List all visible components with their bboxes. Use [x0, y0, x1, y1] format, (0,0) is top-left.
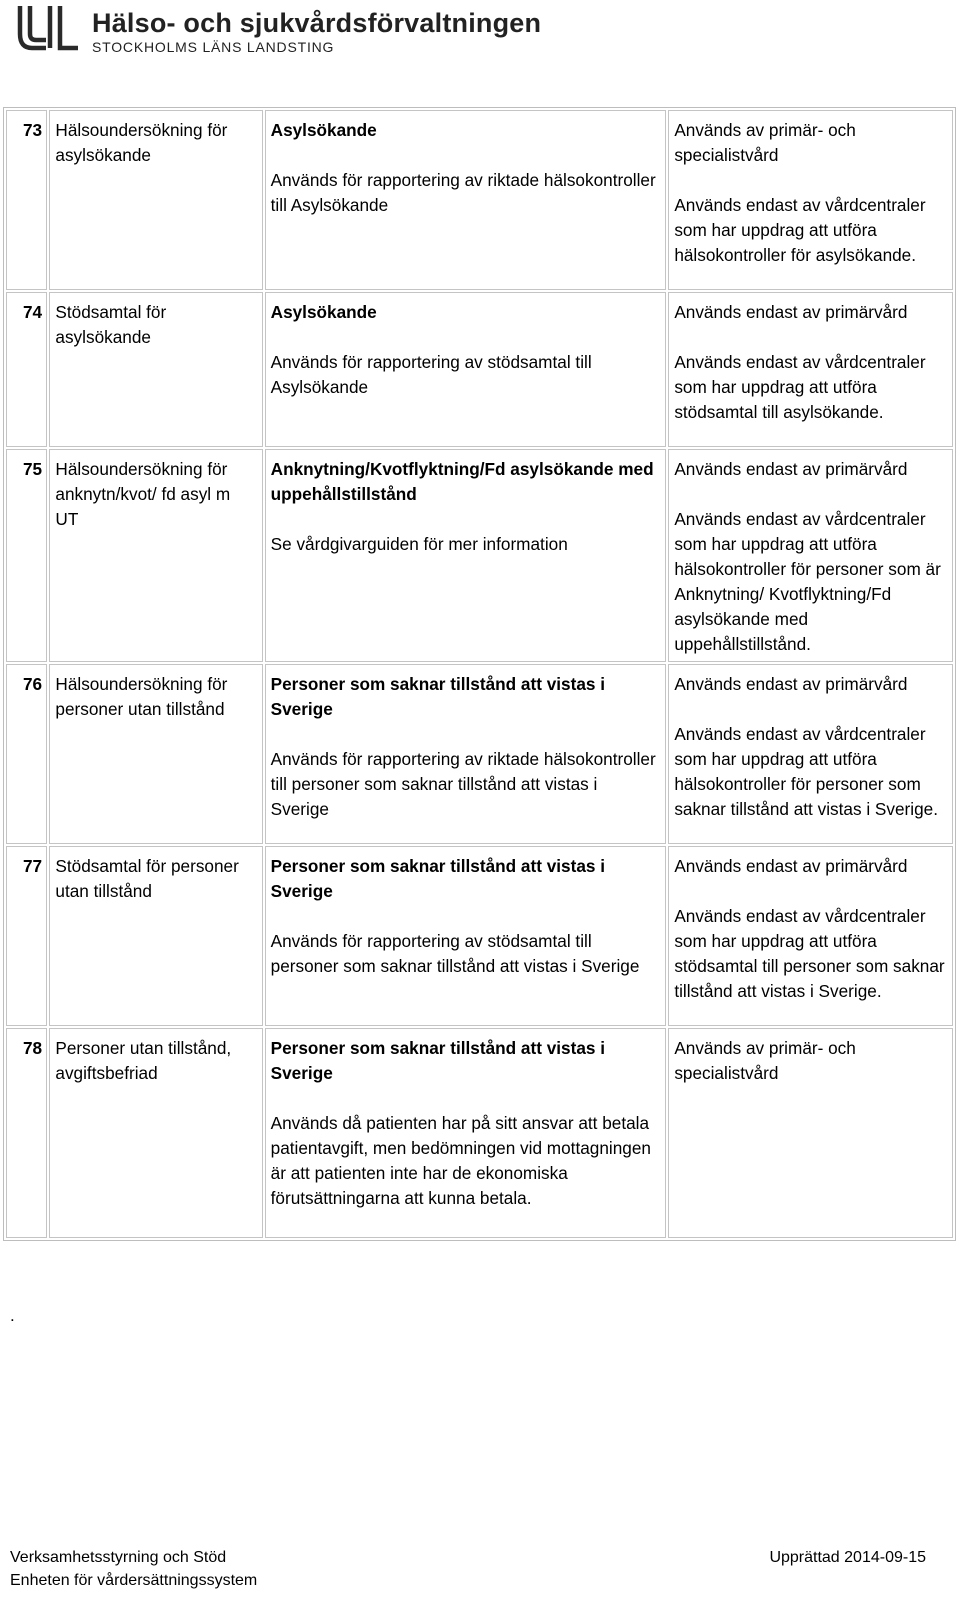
footer-unit-line: Enheten för vårdersättningssystem: [10, 1572, 258, 1589]
trailing-period: .: [10, 1306, 15, 1325]
usage-scope: Används endast av primärvård: [674, 302, 908, 322]
usage-scope: Används endast av primärvård: [674, 674, 908, 694]
description-text: Används för rapportering av riktade hälsokontroller till Asylsökande: [270, 170, 656, 215]
usage-scope: Används endast av primärvård: [674, 856, 908, 876]
usage-scope: Används endast av primärvård: [674, 459, 908, 479]
row-usage: [668, 1028, 953, 1238]
row-usage: [668, 664, 953, 844]
usage-note: Används endast av vårdcentraler som har uppdrag att utföra hälsokontroller för personer som saknar tillstånd att vistas i Sverige.: [674, 724, 938, 819]
description-text: Används för rapportering av riktade hälsokontroller till personer som saknar tillstånd att vistas i Sverige: [270, 749, 656, 819]
row-usage: [668, 449, 953, 662]
table-row: [6, 449, 953, 662]
row-code: 78: [6, 1028, 47, 1238]
row-description: [265, 449, 667, 662]
description-title: Asylsökande: [270, 120, 377, 140]
description-title: Personer som saknar tillstånd att vistas i Sverige: [270, 674, 605, 719]
row-name: Personer utan tillstånd, avgiftsbefriad: [49, 1028, 262, 1238]
usage-note: Används endast av vårdcentraler som har uppdrag att utföra hälsokontroller för asylsökande.: [674, 195, 926, 265]
description-title: Personer som saknar tillstånd att vistas i Sverige: [270, 856, 605, 901]
description-text: Se vårdgivarguiden för mer information: [270, 534, 568, 554]
row-name: Hälsoundersökning för personer utan tillstånd: [49, 664, 262, 844]
description-text: Används för rapportering av stödsamtal till Asylsökande: [270, 352, 592, 397]
usage-note: Används endast av vårdcentraler som har uppdrag att utföra stödsamtal till asylsökande.: [674, 352, 926, 422]
row-code: 74: [6, 292, 47, 447]
row-description: [265, 292, 667, 447]
row-name: Hälsoundersökning för asylsökande: [49, 110, 262, 290]
organization-subtitle: STOCKHOLMS LÄNS LANDSTING: [92, 39, 335, 55]
table-row: [6, 110, 953, 290]
row-description: [265, 846, 667, 1026]
organization-name: Hälso- och sjukvårdsförvaltningen: [92, 8, 542, 38]
sll-logo-icon: [12, 4, 80, 56]
row-description: [265, 664, 667, 844]
row-name: Stödsamtal för asylsökande: [49, 292, 262, 447]
usage-scope: Används av primär- och specialistvård: [674, 1038, 856, 1083]
row-name: Hälsoundersökning för anknytn/kvot/ fd asyl m UT: [49, 449, 262, 662]
table-row: [6, 292, 953, 447]
row-usage: [668, 292, 953, 447]
description-title: Asylsökande: [270, 302, 377, 322]
row-code: 76: [6, 664, 47, 844]
row-usage: [668, 846, 953, 1026]
usage-scope: Används av primär- och specialistvård: [674, 120, 856, 165]
row-code: 77: [6, 846, 47, 1026]
description-title: Personer som saknar tillstånd att vistas i Sverige: [270, 1038, 605, 1083]
row-code: 73: [6, 110, 47, 290]
row-description: [265, 110, 667, 290]
organization-logo: [12, 4, 541, 56]
table-row: [6, 846, 953, 1026]
description-text: Används då patienten har på sitt ansvar att betala patientavgift, men bedömningen vid mottagningen är att patienten inte har de ekonomiska förutsättningarna att kunna betala.: [270, 1113, 651, 1208]
row-usage: [668, 110, 953, 290]
row-description: [265, 1028, 667, 1238]
usage-note: Används endast av vårdcentraler som har uppdrag att utföra stödsamtal till personer som saknar tillstånd att vistas i Sverige.: [674, 906, 945, 1001]
footer-department: [10, 1546, 257, 1592]
row-name: Stödsamtal för personer utan tillstånd: [49, 846, 262, 1026]
code-table: [3, 107, 956, 1241]
description-title: Anknytning/Kvotflyktning/Fd asylsökande med uppehållstillstånd: [270, 459, 654, 504]
table-row: [6, 664, 953, 844]
footer-date: Upprättad 2014-09-15: [769, 1549, 926, 1566]
row-code: 75: [6, 449, 47, 662]
description-text: Används för rapportering av stödsamtal till personer som saknar tillstånd att vistas i Sverige: [270, 931, 640, 976]
footer-department-line: Verksamhetsstyrning och Stöd: [10, 1549, 227, 1566]
usage-note: Används endast av vårdcentraler som har uppdrag att utföra hälsokontroller för personer som är Anknytning/ Kvotflyktning/Fd asylsökande med uppehållstillstånd.: [674, 509, 941, 654]
table-row: [6, 1028, 953, 1238]
